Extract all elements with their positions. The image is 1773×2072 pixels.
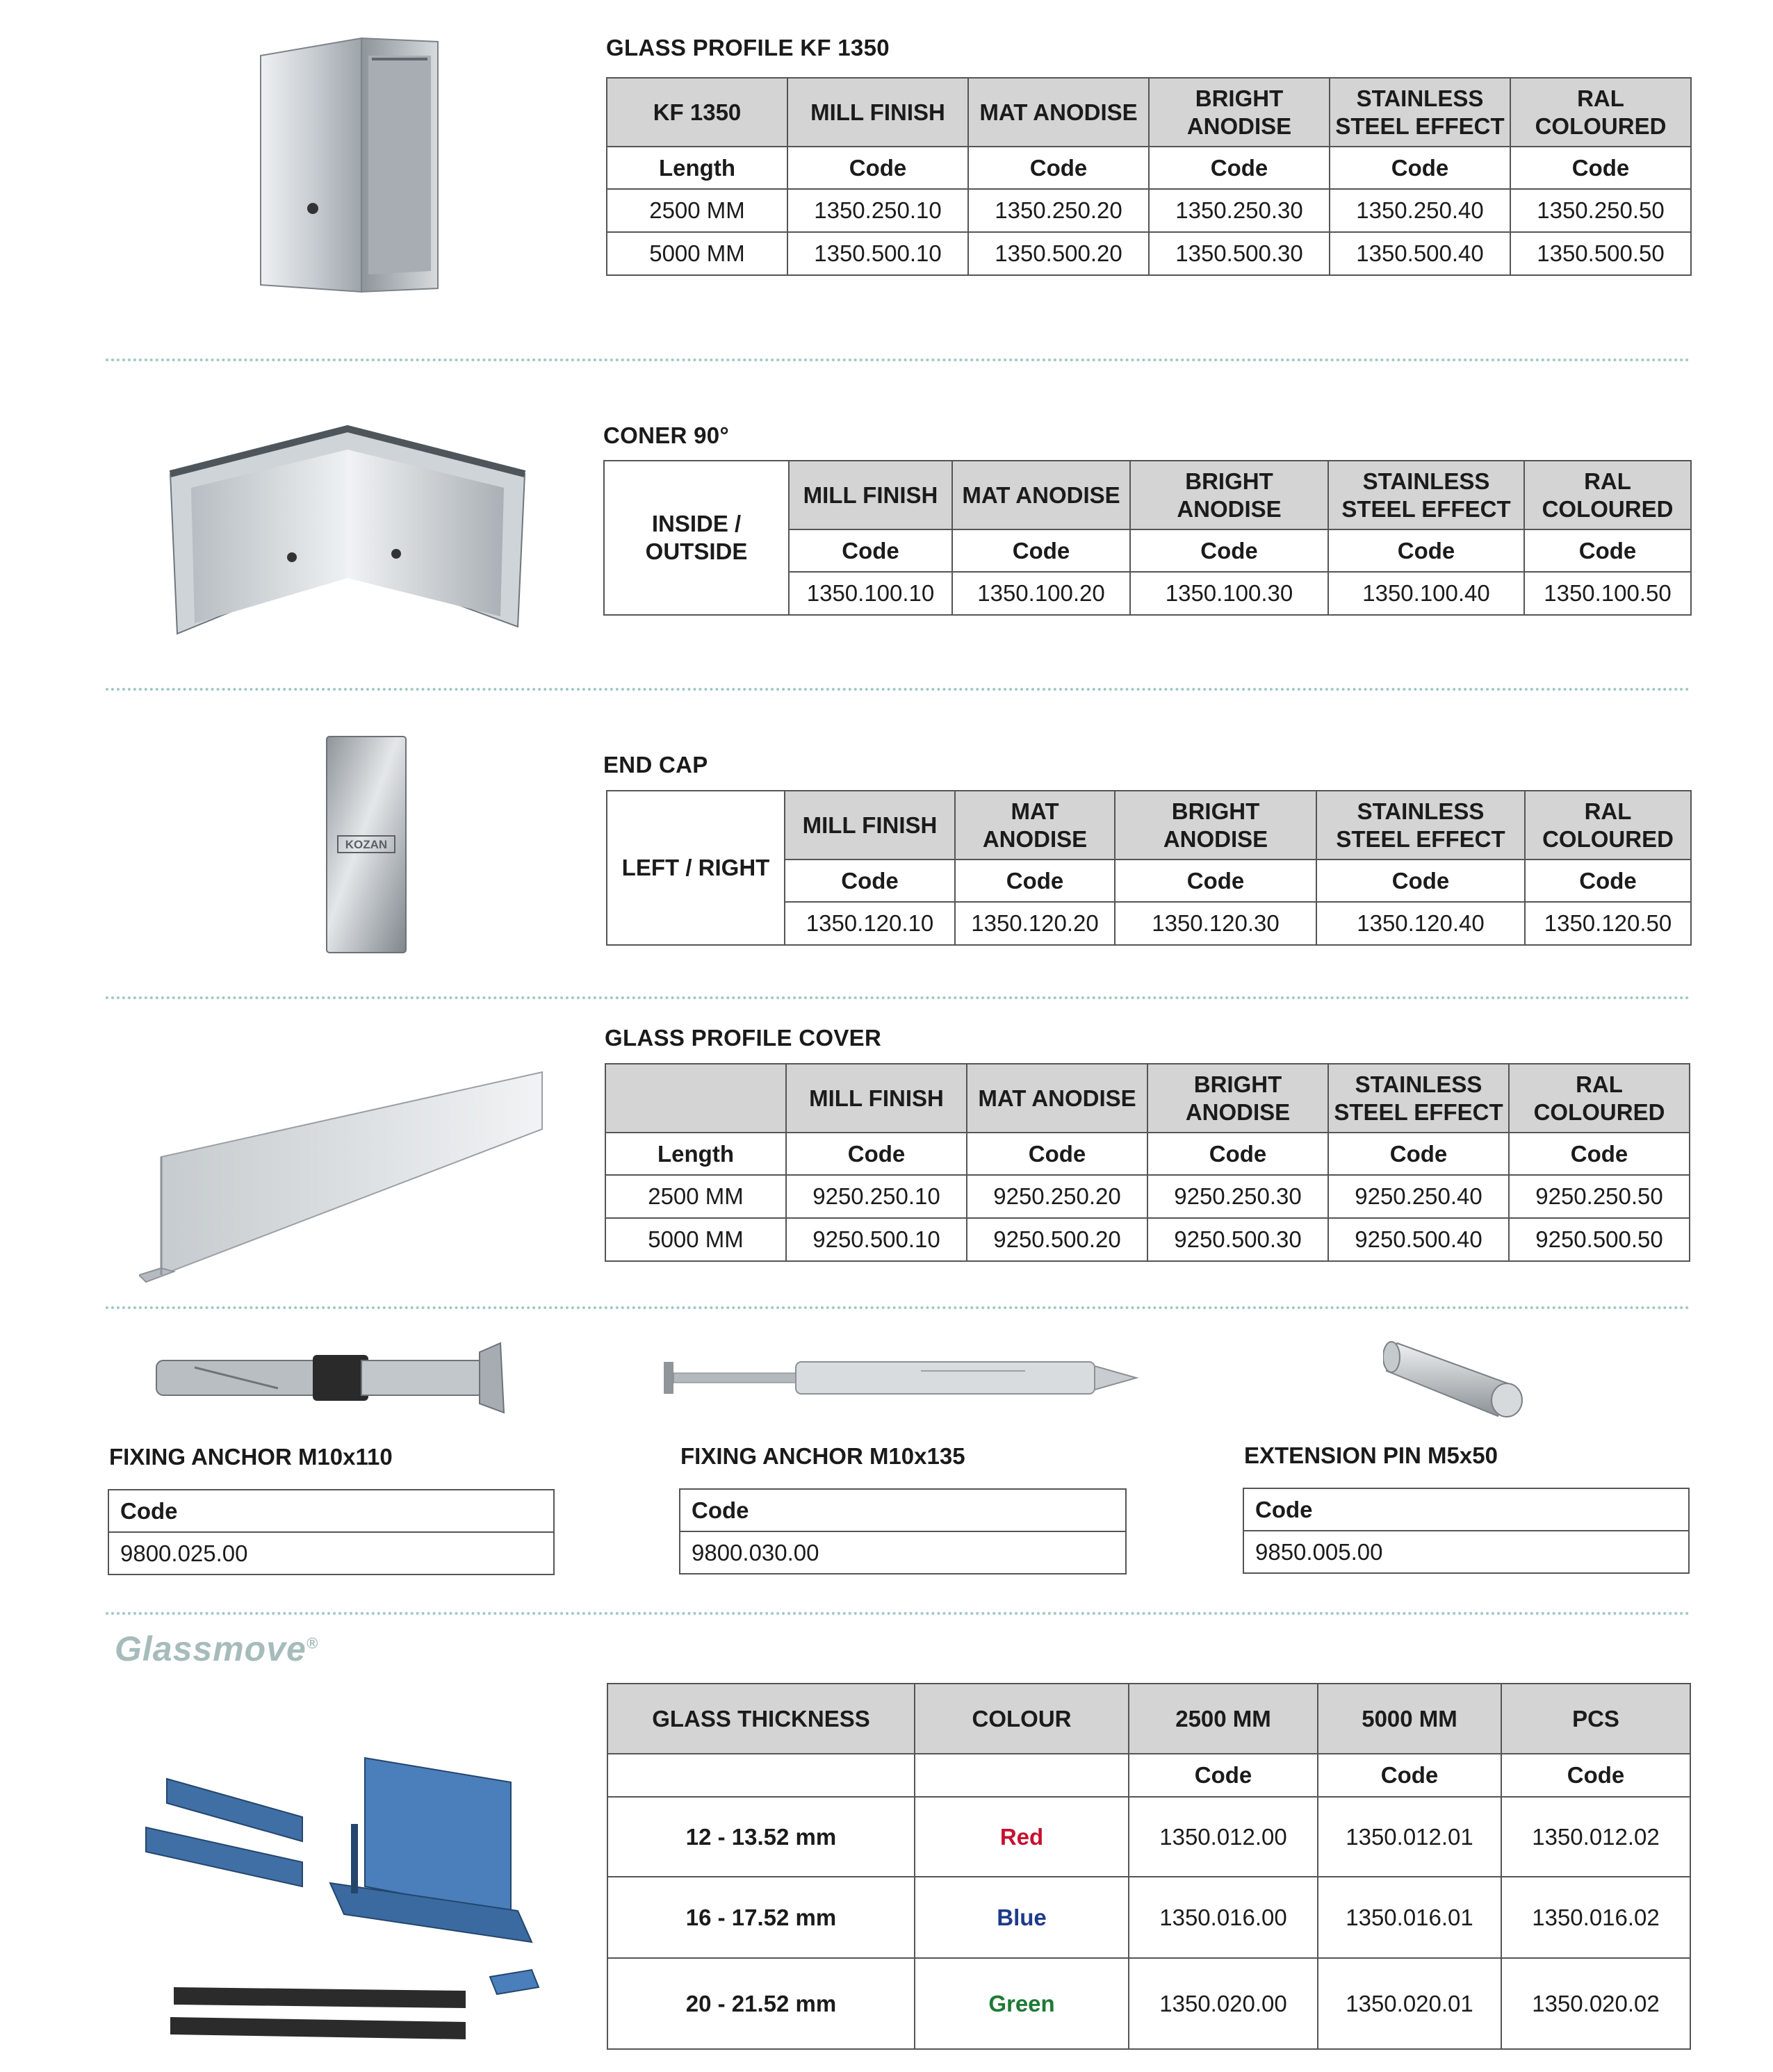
table-cell: 9250.500.40: [1328, 1218, 1509, 1261]
table-cell: 1350.120.10: [785, 902, 955, 945]
table-cell: 1350.500.10: [787, 232, 968, 275]
table-cell: 1350.020.02: [1501, 1958, 1690, 2049]
table-cell: 1350.100.20: [952, 572, 1130, 615]
table-row: [605, 1175, 1690, 1218]
header-cell: GLASS THICKNESS: [607, 1684, 915, 1754]
table-cell: 5000 MM: [605, 1218, 786, 1261]
table-cell: 1350.250.30: [1149, 189, 1330, 232]
section-title-kf1350: GLASS PROFILE KF 1350: [606, 35, 890, 60]
glassmove-table: [607, 1683, 1691, 2050]
table-cell: 9250.250.20: [967, 1175, 1147, 1218]
corner-table: [603, 460, 1692, 616]
row-label: INSIDE / OUTSIDE: [645, 511, 748, 564]
code-label: Code: [1243, 1488, 1689, 1531]
subheader-cell: Code: [1330, 147, 1510, 189]
subheader-cell: Code: [1130, 529, 1328, 572]
subheader-cell: Code: [1510, 147, 1691, 189]
subheader-cell: Code: [1147, 1133, 1328, 1175]
header-cell: STAINLESS STEEL EFFECT: [1330, 78, 1510, 147]
subheader-cell: Code: [1501, 1754, 1690, 1797]
subheader-cell: Code: [968, 147, 1149, 189]
subheader-cell: Code: [1328, 1133, 1509, 1175]
header-cell: MILL FINISH: [786, 1064, 967, 1133]
header-cell: RAL COLOURED: [1509, 1064, 1690, 1133]
colour-cell: Green: [915, 1958, 1129, 2049]
table-cell: 1350.100.30: [1130, 572, 1328, 615]
header-cell: COLOUR: [915, 1684, 1129, 1754]
table-cell: 1350.120.50: [1525, 902, 1691, 945]
table-cell: 1350.120.30: [1115, 902, 1316, 945]
cover-profile-image: [139, 1067, 549, 1289]
cover-table: [605, 1063, 1690, 1262]
table-cell: 9250.500.10: [786, 1218, 967, 1261]
accessory-title: EXTENSION PIN M5x50: [1244, 1442, 1498, 1468]
section-separator: [106, 688, 1690, 691]
header-cell: MAT ANODISE: [955, 791, 1115, 860]
code-label: Code: [108, 1490, 554, 1532]
table-cell: 1350.100.40: [1328, 572, 1524, 615]
table-cell: 1350.100.10: [789, 572, 952, 615]
subheader-cell: Code: [789, 529, 952, 572]
subheader-cell: Code: [1524, 529, 1691, 572]
extension-pin-image: [1383, 1333, 1536, 1423]
code-value: 9800.025.00: [108, 1532, 554, 1574]
kf1350-table: [606, 77, 1692, 276]
header-cell: 5000 MM: [1318, 1684, 1501, 1754]
section-title-endcap: END CAP: [603, 752, 708, 778]
accessory-code-table: [108, 1489, 555, 1575]
table-cell: 1350.020.00: [1129, 1958, 1318, 2049]
table-cell: 16 - 17.52 mm: [607, 1877, 915, 1958]
header-cell: [605, 1064, 786, 1133]
row-label: LEFT / RIGHT: [621, 855, 770, 880]
table-cell: 1350.012.00: [1129, 1797, 1318, 1877]
brand-mark: ®: [306, 1634, 319, 1652]
table-cell: 1350.016.02: [1501, 1877, 1690, 1958]
table-cell: 1350.120.20: [955, 902, 1115, 945]
table-cell: 9250.500.50: [1509, 1218, 1690, 1261]
subheader-cell: Code: [1129, 1754, 1318, 1797]
section-title-corner: CONER 90°: [603, 422, 729, 448]
table-cell: 1350.120.40: [1316, 902, 1525, 945]
row-label-cell: [607, 791, 785, 945]
header-cell: MILL FINISH: [789, 461, 952, 529]
section-separator: [106, 359, 1690, 361]
table-cell: 1350.016.00: [1129, 1877, 1318, 1958]
code-value: 9850.005.00: [1243, 1531, 1689, 1573]
table-row: [607, 1797, 1690, 1877]
subheader-cell: Code: [967, 1133, 1147, 1175]
subheader-cell: [915, 1754, 1129, 1797]
header-cell: BRIGHT ANODISE: [1115, 791, 1316, 860]
header-cell: STAINLESS STEEL EFFECT: [1328, 461, 1524, 529]
table-cell: 1350.250.50: [1510, 189, 1691, 232]
header-cell: RAL COLOURED: [1524, 461, 1691, 529]
subheader-cell: Code: [1115, 860, 1316, 902]
table-cell: 1350.250.10: [787, 189, 968, 232]
subheader-cell: Length: [605, 1133, 786, 1175]
subheader-cell: Code: [787, 147, 968, 189]
anchor-m10x135-image: [664, 1354, 1143, 1402]
table-cell: 1350.250.20: [968, 189, 1149, 232]
subheader-cell: Code: [1525, 860, 1691, 902]
glassmove-parts-image: [142, 1754, 559, 2053]
table-cell: 9250.250.40: [1328, 1175, 1509, 1218]
table-cell: 20 - 21.52 mm: [607, 1958, 915, 2049]
table-cell: 12 - 13.52 mm: [607, 1797, 915, 1877]
subheader-cell: Code: [1149, 147, 1330, 189]
section-title-cover: GLASS PROFILE COVER: [605, 1025, 882, 1051]
subheader-cell: Code: [952, 529, 1130, 572]
table-cell: 1350.500.20: [968, 232, 1149, 275]
header-cell: MAT ANODISE: [952, 461, 1130, 529]
header-cell: MAT ANODISE: [968, 78, 1149, 147]
table-row: [607, 1877, 1690, 1958]
table-cell: 9250.500.20: [967, 1218, 1147, 1261]
table-cell: 1350.012.01: [1318, 1797, 1501, 1877]
anchor-m10x110-image: [153, 1340, 514, 1416]
subheader-cell: Code: [1316, 860, 1525, 902]
accessory-code-table: [679, 1488, 1127, 1574]
header-cell: KF 1350: [607, 78, 787, 147]
header-cell: BRIGHT ANODISE: [1147, 1064, 1328, 1133]
glassmove-logo: [115, 1629, 318, 1669]
table-cell: 1350.100.50: [1524, 572, 1691, 615]
header-cell: BRIGHT ANODISE: [1149, 78, 1330, 147]
corner-profile-image: [163, 425, 532, 641]
table-row: [607, 232, 1691, 275]
subheader-cell: Code: [786, 1133, 967, 1175]
subheader-cell: Code: [1509, 1133, 1690, 1175]
subheader-cell: Code: [1328, 529, 1524, 572]
brand-name: Glassmove: [115, 1629, 307, 1668]
section-separator: [106, 996, 1690, 999]
table-cell: 9250.250.10: [786, 1175, 967, 1218]
code-value: 9800.030.00: [680, 1531, 1126, 1574]
table-cell: 1350.500.40: [1330, 232, 1510, 275]
table-cell: 5000 MM: [607, 232, 787, 275]
table-cell: 9250.500.30: [1147, 1218, 1328, 1261]
header-cell: BRIGHT ANODISE: [1130, 461, 1328, 529]
header-cell: MAT ANODISE: [967, 1064, 1147, 1133]
header-cell: MILL FINISH: [785, 791, 955, 860]
accessory-code-table: [1243, 1488, 1690, 1574]
accessory-title: FIXING ANCHOR M10x135: [680, 1443, 965, 1469]
header-cell: 2500 MM: [1129, 1684, 1318, 1754]
section-separator: [106, 1612, 1690, 1615]
subheader-cell: Code: [785, 860, 955, 902]
subheader-cell: Code: [1318, 1754, 1501, 1797]
table-cell: 1350.012.02: [1501, 1797, 1690, 1877]
header-cell: RAL COLOURED: [1525, 791, 1691, 860]
table-row: [607, 1958, 1690, 2049]
endcap-table: [606, 790, 1692, 946]
accessory-title: FIXING ANCHOR M10x110: [109, 1444, 393, 1470]
header-cell: RAL COLOURED: [1510, 78, 1691, 147]
table-cell: 1350.016.01: [1318, 1877, 1501, 1958]
table-cell: 2500 MM: [605, 1175, 786, 1218]
table-row: [605, 1218, 1690, 1261]
table-cell: 1350.020.01: [1318, 1958, 1501, 2049]
row-label-cell: [604, 461, 789, 615]
code-label: Code: [680, 1489, 1126, 1531]
endcap-logo-text: KOZAN: [345, 838, 388, 851]
section-separator: [106, 1306, 1690, 1309]
colour-cell: Red: [915, 1797, 1129, 1877]
table-cell: 9250.250.30: [1147, 1175, 1328, 1218]
table-row: [607, 189, 1691, 232]
header-cell: PCS: [1501, 1684, 1690, 1754]
table-cell: 2500 MM: [607, 189, 787, 232]
kf1350-profile-image: [250, 35, 459, 302]
header-cell: STAINLESS STEEL EFFECT: [1328, 1064, 1509, 1133]
table-cell: 1350.250.40: [1330, 189, 1510, 232]
table-cell: 1350.500.30: [1149, 232, 1330, 275]
table-cell: 1350.500.50: [1510, 232, 1691, 275]
header-cell: MILL FINISH: [787, 78, 968, 147]
subheader-cell: Length: [607, 147, 787, 189]
subheader-cell: [607, 1754, 915, 1797]
header-cell: STAINLESS STEEL EFFECT: [1316, 791, 1525, 860]
endcap-image: [325, 735, 407, 954]
colour-cell: Blue: [915, 1877, 1129, 1958]
table-cell: 9250.250.50: [1509, 1175, 1690, 1218]
subheader-cell: Code: [955, 860, 1115, 902]
